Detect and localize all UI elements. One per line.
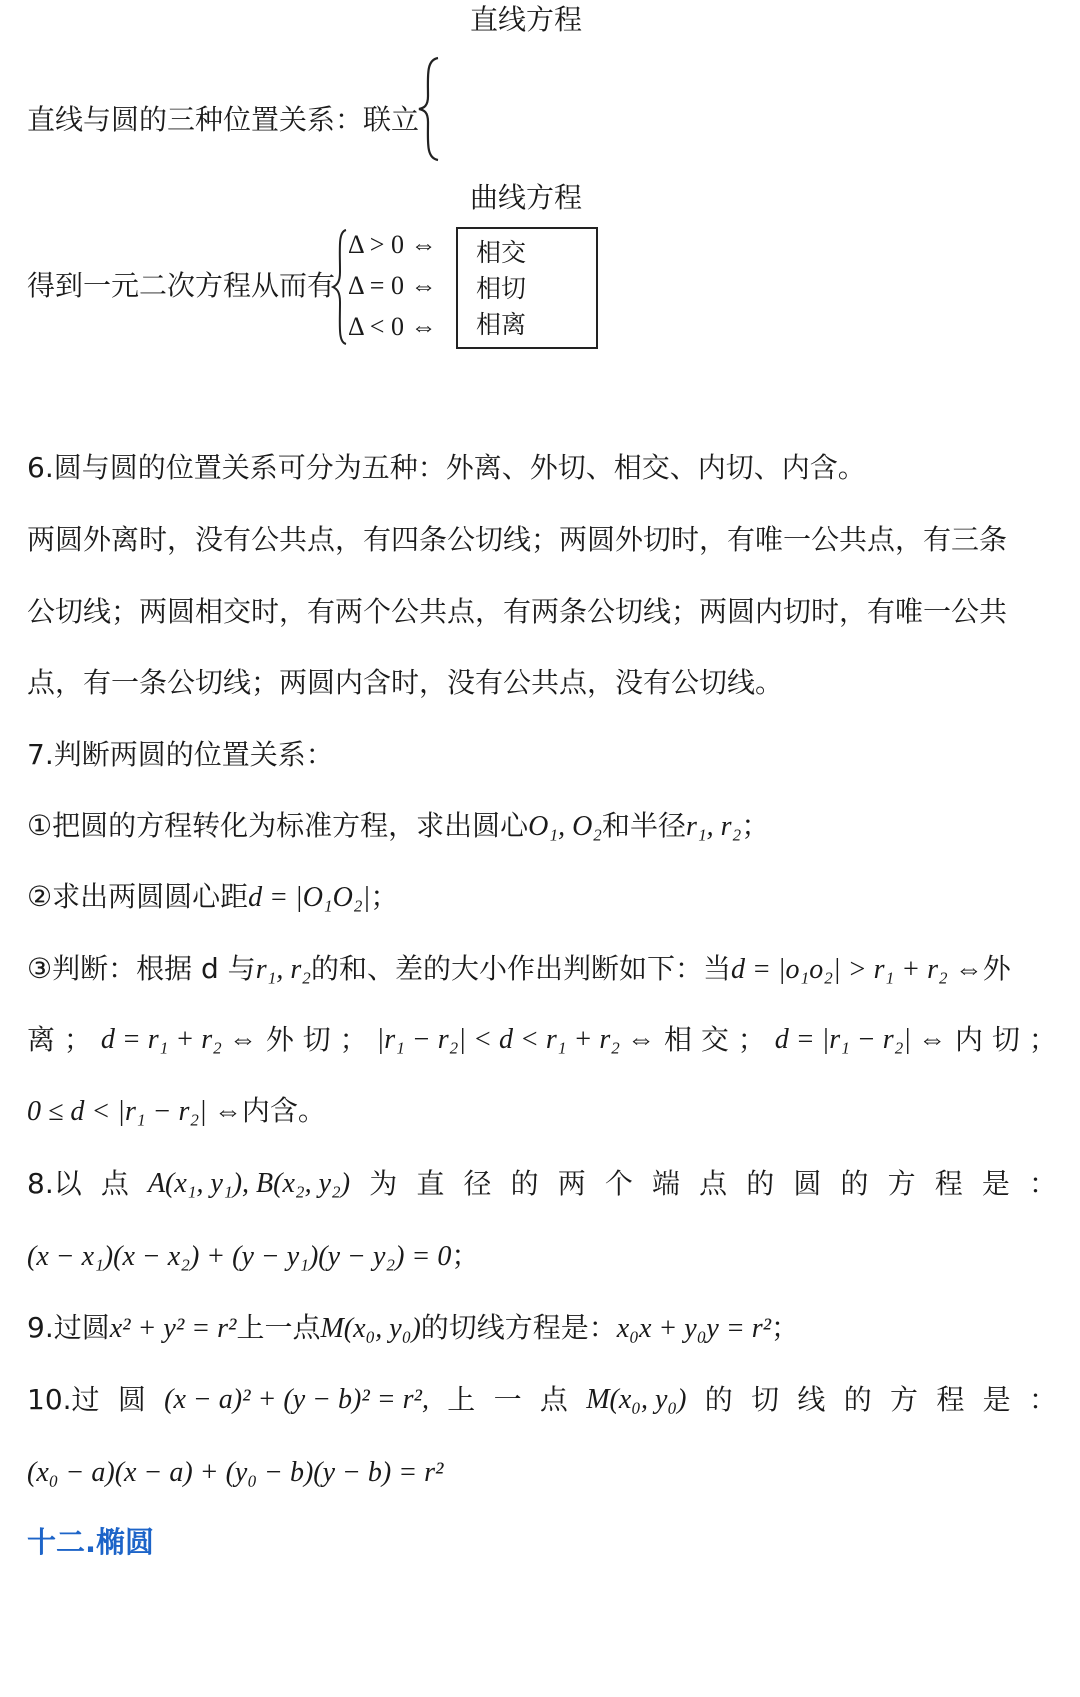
res5: 内含。 [241,1094,326,1127]
item9-mid2: 的切线方程是： [420,1311,617,1344]
item10-line2 [27,1452,443,1493]
item6-line2: 公切线；两圆相交时，有两个公共点，有两条公切线；两圆内切时，有唯一公共 [27,595,1008,628]
result-box [456,227,598,349]
cond4: d = |r₁ − r₂| ⇔ [774,1024,947,1055]
w16: 是 [981,1167,1010,1200]
line-equation-label: 直线方程 [470,3,583,36]
w2: A(x₁, y₁), B(x₂, y₂) [147,1168,351,1199]
step1-radii: r₁, r₂ [686,811,742,842]
step1-mid: 和半径 [602,809,687,842]
sep3: ； [737,1023,766,1056]
left-brace-small [330,228,350,346]
w14: 方 [887,1167,916,1200]
w13: 的 [840,1167,869,1200]
cond5: 0 ≤ d < |r₁ − r₂| ⇔ [27,1096,242,1127]
step1-end: ； [741,809,770,842]
v9: 线 [797,1383,826,1416]
v2: (x − a)² + (y − b)² = r², [164,1384,429,1415]
item10-formula: (x₀ − a)(x − a) + (y₀ − b)(y − b) = r² [27,1457,444,1488]
condition-positive: Δ > 0 ⇔ [348,230,437,259]
condition-zero: Δ = 0 ⇔ [348,271,437,300]
v1: 圆 [117,1383,146,1416]
item9-prefix: 9.过圆 [27,1311,110,1344]
three-relations-label: 直线与圆的三种位置关系：联立 [27,103,420,136]
section-heading: 十二.椭圆 [27,1525,155,1559]
item9-circle: x² + y² = r² [109,1313,237,1344]
v7: 的 [704,1383,733,1416]
item6-line3: 点，有一条公切线；两圆内含时，没有公共点，没有公切线。 [27,666,784,699]
cond3: |r₁ − r₂| < d < r₁ + r₂ ⇔ [376,1024,656,1055]
v13: 是 [982,1383,1011,1416]
v12: 程 [936,1383,965,1416]
item7-title: 7.判断两圆的位置关系： [27,738,334,771]
item9-point: M(x₀, y₀) [320,1313,421,1344]
result-tangent: 相切 [476,274,527,303]
w12: 圆 [793,1167,822,1200]
w9: 端 [651,1167,680,1200]
item7-step2 [27,877,398,918]
left-brace-large [416,56,446,162]
w1: 点 [100,1167,129,1200]
step2-end: ； [370,880,399,913]
item8-formula: (x − x₁)(x − x₂) + (y − y₁)(y − y₂) = 0 [27,1241,452,1272]
v14: ： [1028,1383,1057,1416]
res2: 外 切 [265,1023,331,1056]
res3: 相 交 [663,1023,729,1056]
item6-line1: 两圆外离时，没有公共点，有四条公切线；两圆外切时，有唯一公共点，有三条 [27,523,1008,556]
step3-res1a: 外 [982,952,1011,985]
sep2: ； [339,1023,368,1056]
w8: 个 [604,1167,633,1200]
item10-line1 [27,1380,1057,1420]
item7-step3 [27,949,1011,990]
res4: 内 切 [955,1023,1020,1056]
item7-step3-line2 [27,1020,1057,1060]
curve-equation-label: 曲线方程 [470,181,583,214]
w0: 8.以 [27,1167,82,1200]
w4: 直 [416,1167,445,1200]
w5: 径 [463,1167,492,1200]
item9-line [27,1308,799,1349]
item9-end: ； [771,1311,800,1344]
step2-prefix: ②求出两圆圆心距 [27,880,249,913]
w10: 点 [699,1167,728,1200]
v8: 切 [751,1383,780,1416]
step1-prefix: ①把圆的方程转化为标准方程，求出圆心 [27,809,529,842]
cond2: d = r₁ + r₂ ⇔ [100,1024,257,1055]
item8-line1 [27,1164,1057,1204]
item8-line2 [27,1236,479,1277]
step3-radii: r₁, r₂ [255,954,311,985]
quadratic-label: 得到一元二次方程从而有 [27,269,336,302]
v11: 方 [890,1383,919,1416]
step2-formula: d = |O₁O₂| [248,882,371,913]
w7: 两 [557,1167,586,1200]
w11: 的 [746,1167,775,1200]
item7-step3-line3 [27,1091,326,1132]
v10: 的 [843,1383,872,1416]
step1-centers: O₁, O₂ [528,811,603,842]
step3-cond1: d = |o₁o₂| > r₁ + r₂ ⇔ [730,954,983,985]
condition-negative: Δ < 0 ⇔ [348,312,437,341]
v5: 点 [539,1383,568,1416]
step3-mid: 的和、差的大小作出判断如下：当 [310,952,731,985]
sep1: ； [63,1023,92,1056]
w6: 的 [510,1167,539,1200]
w17: ： [1028,1167,1057,1200]
result-intersect: 相交 [476,238,527,267]
v0: 10.过 [27,1383,100,1416]
item9-mid: 上一点 [236,1311,321,1344]
v4: 一 [493,1383,522,1416]
w3: 为 [369,1167,398,1200]
item6-title: 6.圆与圆的位置关系可分为五种：外离、外切、相交、内切、内含。 [27,451,866,484]
result-separate: 相离 [476,310,527,339]
sep4: ； [1028,1023,1057,1056]
step3-prefix: ③判断：根据 d 与 [27,952,256,985]
v3: 上 [447,1383,476,1416]
v6: M(x₀, y₀) [586,1384,687,1415]
item9-tangent: x₀x + y₀y = r² [616,1313,772,1344]
w15: 程 [934,1167,963,1200]
res1b: 离 [27,1023,56,1056]
item7-step1 [27,806,769,847]
item8-end: ； [451,1239,480,1272]
